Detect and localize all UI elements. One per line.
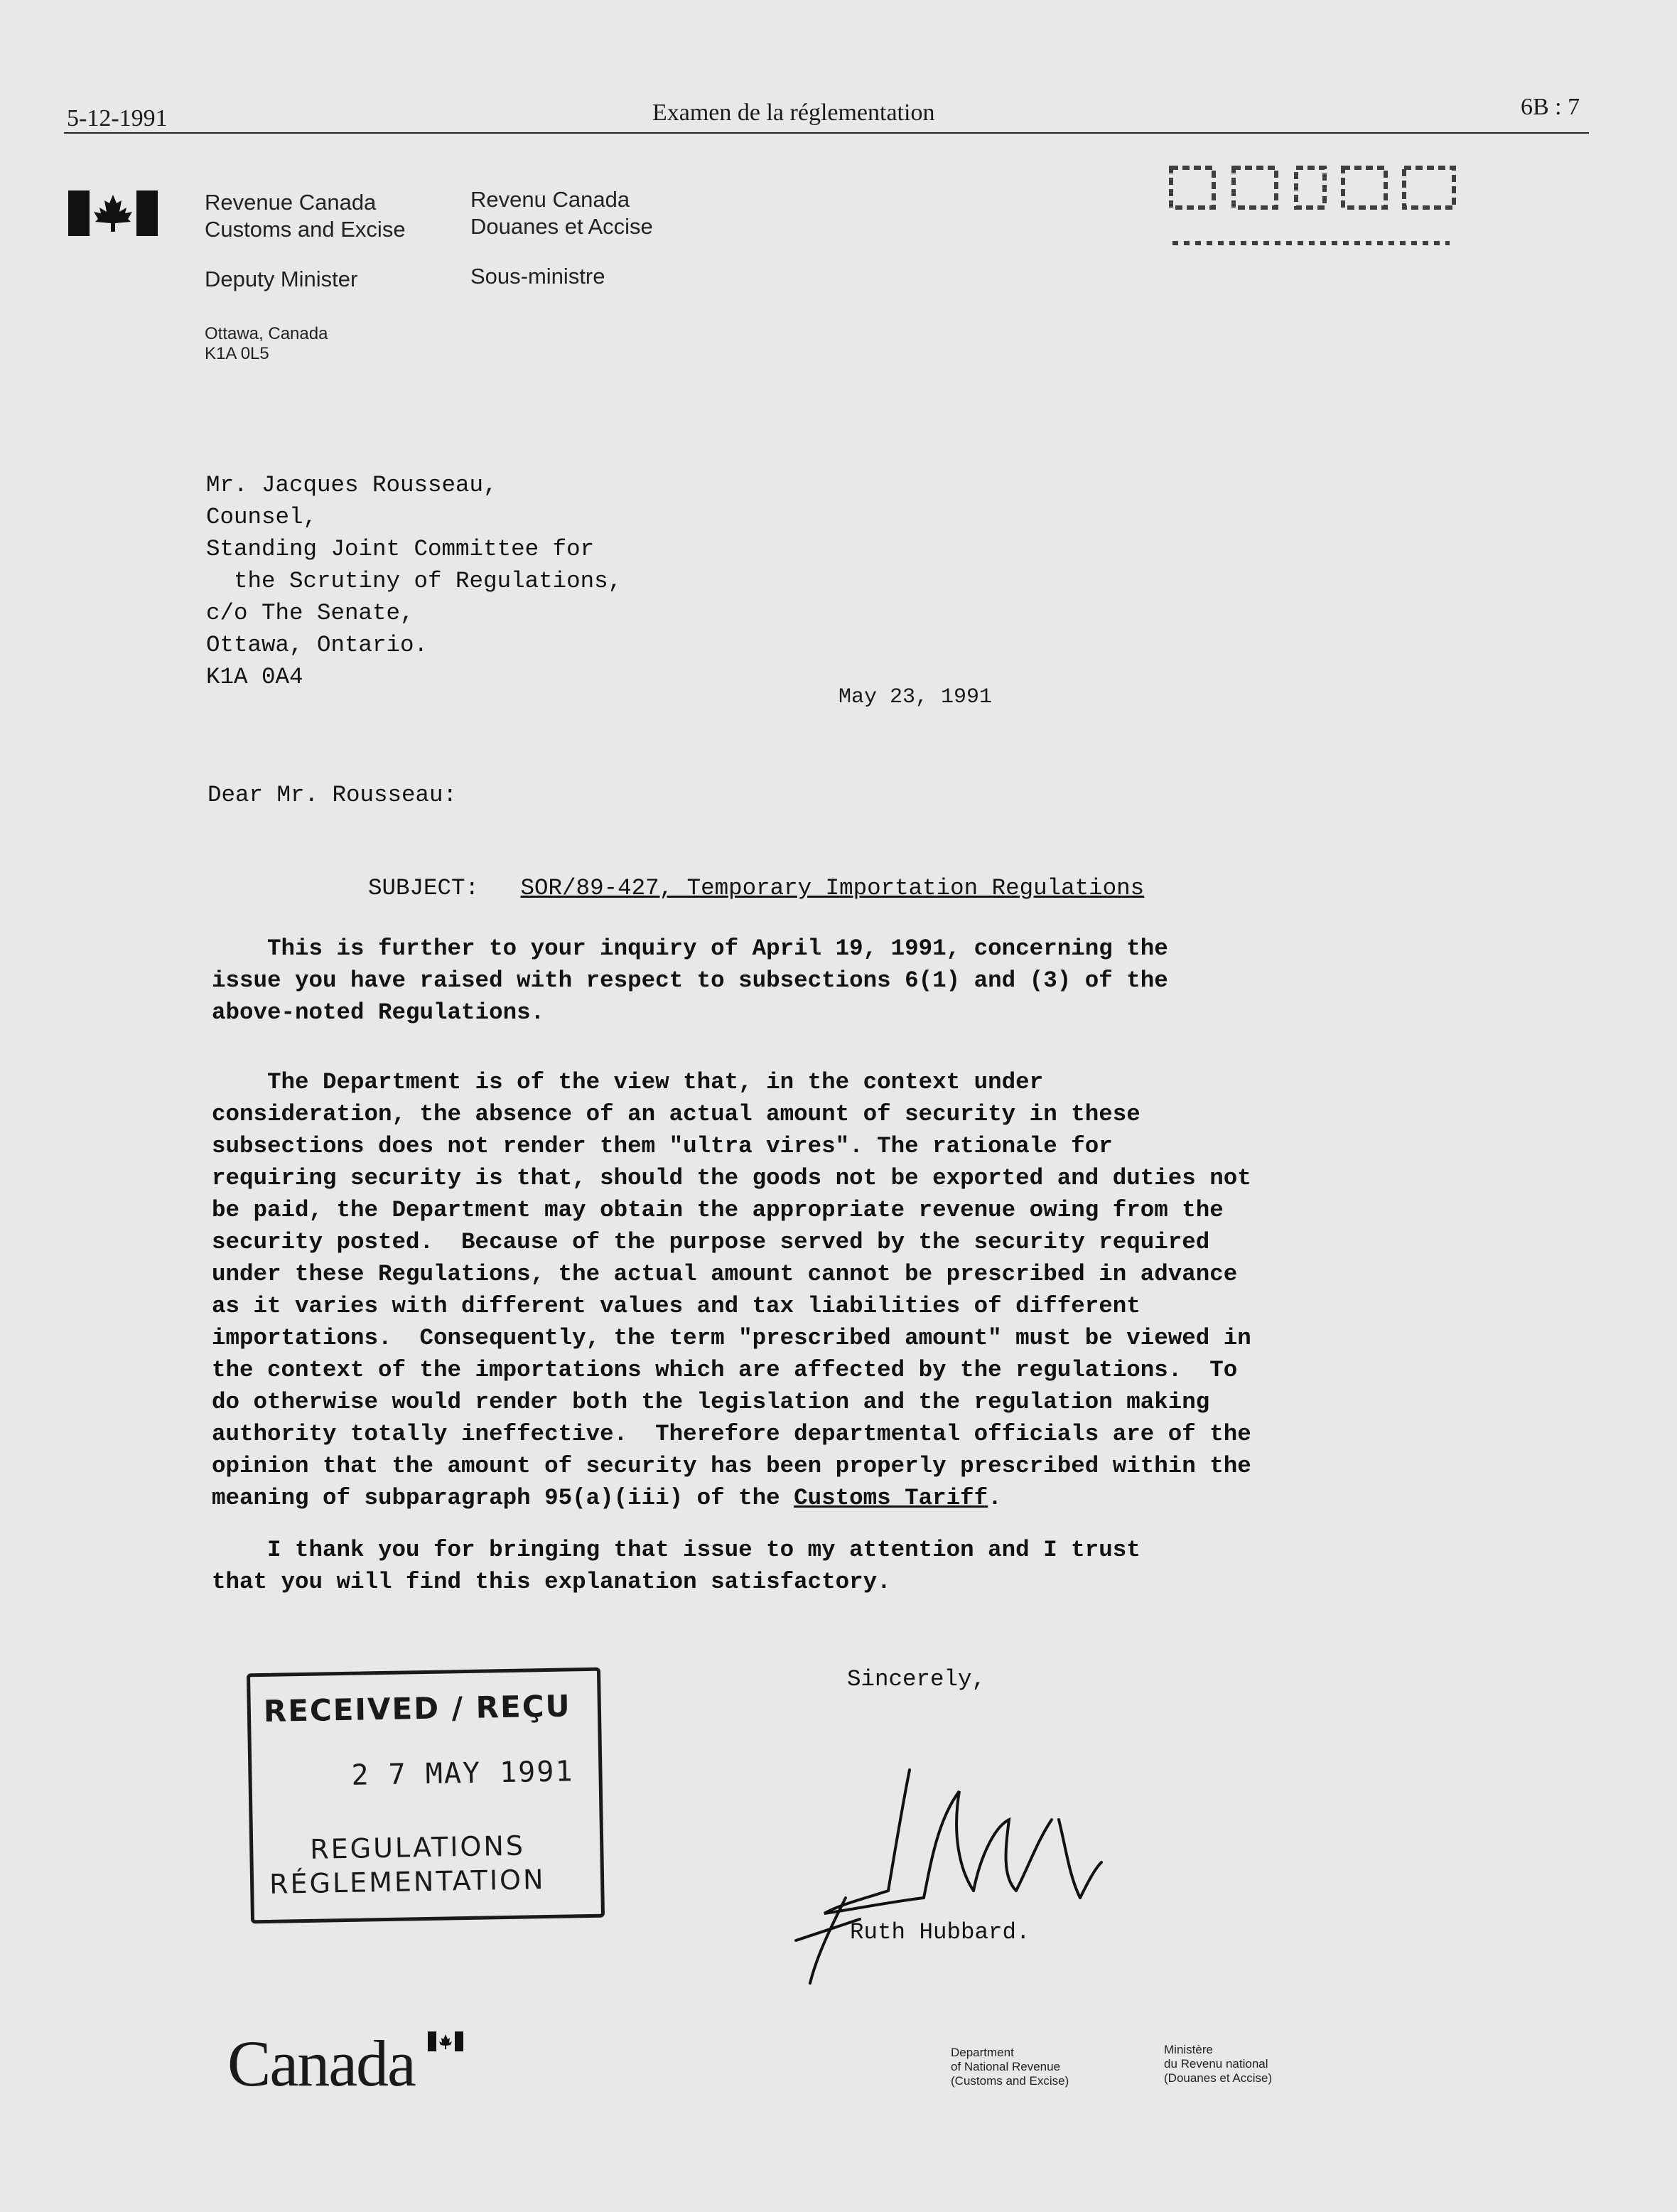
- paragraph-line: issue you have raised with respect to subsections 6(1) and (3) of the: [212, 967, 1168, 994]
- paragraph-line: opinion that the amount of security has been properly prescribed within the: [212, 1453, 1251, 1479]
- paragraph-line: above-noted Regulations.: [212, 999, 545, 1026]
- addressee-line: Mr. Jacques Rousseau,: [206, 472, 497, 498]
- paragraph-line: importations. Consequently, the term "prescribed amount" must be viewed in: [212, 1325, 1251, 1351]
- addressee-line: c/o The Senate,: [206, 600, 414, 626]
- received-stamp-dept-fr: RÉGLEMENTATION: [269, 1864, 546, 1900]
- letterhead-department-en: Revenue Canada Customs and Excise: [205, 190, 406, 242]
- addressee-line: Standing Joint Committee for: [206, 536, 595, 562]
- signer-name: Ruth Hubbard.: [850, 1919, 1030, 1945]
- paragraph-line: the context of the importations which are affected by the regulations. To: [212, 1357, 1238, 1383]
- paragraph-line: security posted. Because of the purpose served by the security required: [212, 1229, 1210, 1255]
- print-stamp-icon: [1165, 161, 1464, 260]
- closing: Sincerely,: [847, 1666, 986, 1692]
- subject-label: SUBJECT:: [368, 875, 480, 901]
- paragraph-3: [212, 1534, 1420, 1598]
- addressee-line: the Scrutiny of Regulations,: [206, 568, 622, 594]
- running-header-title: Examen de la réglementation: [652, 100, 935, 126]
- running-header-date: 5-12-1991: [67, 105, 168, 131]
- letterhead-office-en: Deputy Minister: [205, 267, 358, 291]
- paragraph-line: This is further to your inquiry of April 19, 1991, concerning the: [212, 935, 1168, 962]
- letterhead-department-fr: Revenu Canada Douanes et Accise: [470, 187, 653, 239]
- paragraph-line: I thank you for bringing that issue to my attention and I trust: [212, 1537, 1141, 1563]
- letter-date: May 23, 1991: [838, 685, 993, 709]
- received-stamp-date: 2 7 MAY 1991: [351, 1755, 574, 1792]
- paragraph-1: [212, 933, 1420, 1029]
- canada-wordmark: Canada: [227, 2027, 415, 2100]
- addressee-line: Ottawa, Ontario.: [206, 632, 428, 658]
- letterhead-office-fr: Sous-ministre: [470, 264, 605, 289]
- paragraph-line: as it varies with different values and tax liabilities of different: [212, 1293, 1141, 1319]
- handwritten-signature: [746, 1685, 1144, 2012]
- letterhead-address: Ottawa, Canada K1A 0L5: [205, 324, 328, 363]
- paragraph-line: authority totally ineffective. Therefore departmental officials are of the: [212, 1421, 1251, 1447]
- paragraph-line: be paid, the Department may obtain the appropriate revenue owing from the: [212, 1197, 1224, 1223]
- received-stamp-title: RECEIVED / REÇU: [263, 1688, 572, 1729]
- salutation: Dear Mr. Rousseau:: [207, 782, 458, 808]
- customs-tariff-reference: Customs Tariff: [794, 1485, 988, 1511]
- header-rule: [64, 132, 1589, 134]
- paragraph-line: that you will find this explanation satisfactory.: [212, 1569, 891, 1595]
- addressee-line: Counsel,: [206, 504, 318, 530]
- paragraph-line: meaning of subparagraph 95(a)(iii) of the Customs Tariff.: [212, 1485, 1002, 1511]
- paragraph-line: subsections does not render them "ultra vires". The rationale for: [212, 1133, 1113, 1159]
- addressee-block: [206, 469, 622, 693]
- wordmark-flag-icon: [428, 2031, 463, 2051]
- paragraph-line: requiring security is that, should the goods not be exported and duties not: [212, 1165, 1251, 1191]
- paragraph-line: The Department is of the view that, in the context under: [212, 1069, 1044, 1095]
- paragraph-line: consideration, the absence of an actual amount of security in these: [212, 1101, 1141, 1127]
- footer-department-fr: Ministère du Revenu national (Douanes et Accise): [1164, 2043, 1273, 2085]
- paragraph-2: [212, 1066, 1420, 1514]
- footer-department-en: Department of National Revenue (Customs and Excise): [951, 2046, 1069, 2088]
- subject-text: SOR/89-427, Temporary Importation Regulations: [520, 875, 1145, 901]
- running-header-page: 6B : 7: [1521, 94, 1580, 120]
- received-stamp: [247, 1668, 605, 1924]
- subject-line: [368, 872, 1144, 904]
- addressee-line: K1A 0A4: [206, 664, 303, 690]
- paragraph-line: do otherwise would render both the legislation and the regulation making: [212, 1389, 1210, 1415]
- canada-flag-icon: [68, 190, 158, 236]
- received-stamp-dept-en: REGULATIONS: [309, 1830, 526, 1865]
- paragraph-line: under these Regulations, the actual amount cannot be prescribed in advance: [212, 1261, 1238, 1287]
